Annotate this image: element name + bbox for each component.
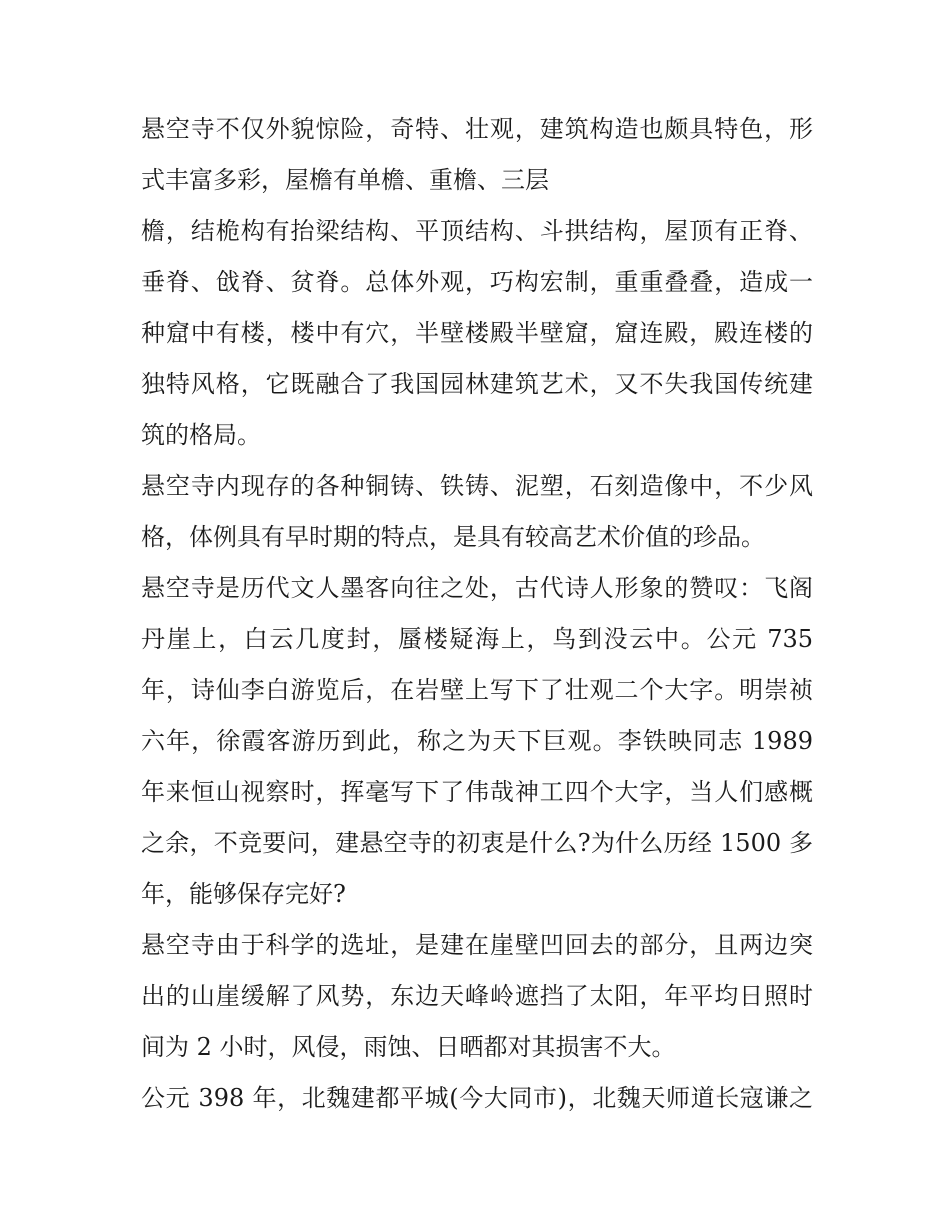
paragraph-location: [141, 923, 813, 1076]
text-line: 檐，结桅构有抬梁结构、平顶结构、斗拱结构，屋顶有正脊、: [141, 217, 813, 245]
text-line: 之余，不竞要问，建悬空寺的初衷是什么?为什么历经 1500 多: [141, 829, 813, 857]
text-line: 年来恒山视察时，挥毫写下了伟哉神工四个大字，当人们感概: [141, 778, 813, 806]
text-line: 出的山崖缓解了风势，东边天峰岭遮挡了太阳，年平均日照时: [141, 982, 813, 1010]
text-line: 格，体例具有早时期的特点，是具有较高艺术价值的珍品。: [141, 523, 765, 551]
text-line: 式丰富多彩，屋檐有单檐、重檐、三层: [141, 166, 549, 194]
text-line: 独特风格，它既融合了我国园林建筑艺术，又不失我国传统建: [141, 370, 813, 398]
document-body: [141, 107, 813, 1127]
text-line: 悬空寺不仅外貌惊险，奇特、壮观，建筑构造也颇具特色，形: [141, 115, 813, 143]
text-line: 悬空寺内现存的各种铜铸、铁铸、泥塑，石刻造像中，不少风: [141, 472, 813, 500]
text-line: 种窟中有楼，楼中有穴，半壁楼殿半壁窟，窟连殿，殿连楼的: [141, 319, 813, 347]
text-line: 六年，徐霞客游历到此，称之为天下巨观。李铁映同志 1989: [141, 727, 813, 755]
text-line: 筑的格局。: [141, 421, 261, 449]
text-line: 悬空寺是历代文人墨客向往之处，古代诗人形象的赞叹：飞阁: [141, 574, 813, 602]
text-line: 年，诗仙李白游览后，在岩壁上写下了壮观二个大字。明崇祯: [141, 676, 813, 704]
text-line: 悬空寺由于科学的选址，是建在崖壁凹回去的部分，且两边突: [141, 931, 813, 959]
text-line: 公元 398 年，北魏建都平城(今大同市)，北魏天师道长寇谦之: [141, 1084, 813, 1112]
text-line: 丹崖上，白云几度封，蜃楼疑海上，鸟到没云中。公元 735: [141, 625, 813, 653]
paragraph-history: [141, 1076, 813, 1127]
paragraph-architecture: [141, 107, 813, 464]
text-line: 间为 2 小时，风侵，雨蚀、日晒都对其损害不大。: [141, 1033, 676, 1061]
paragraph-poets: [141, 566, 813, 923]
paragraph-statues: [141, 464, 813, 566]
text-line: 年，能够保存完好?: [141, 880, 346, 908]
text-line: 垂脊、戗脊、贫脊。总体外观，巧构宏制，重重叠叠，造成一: [141, 268, 813, 296]
